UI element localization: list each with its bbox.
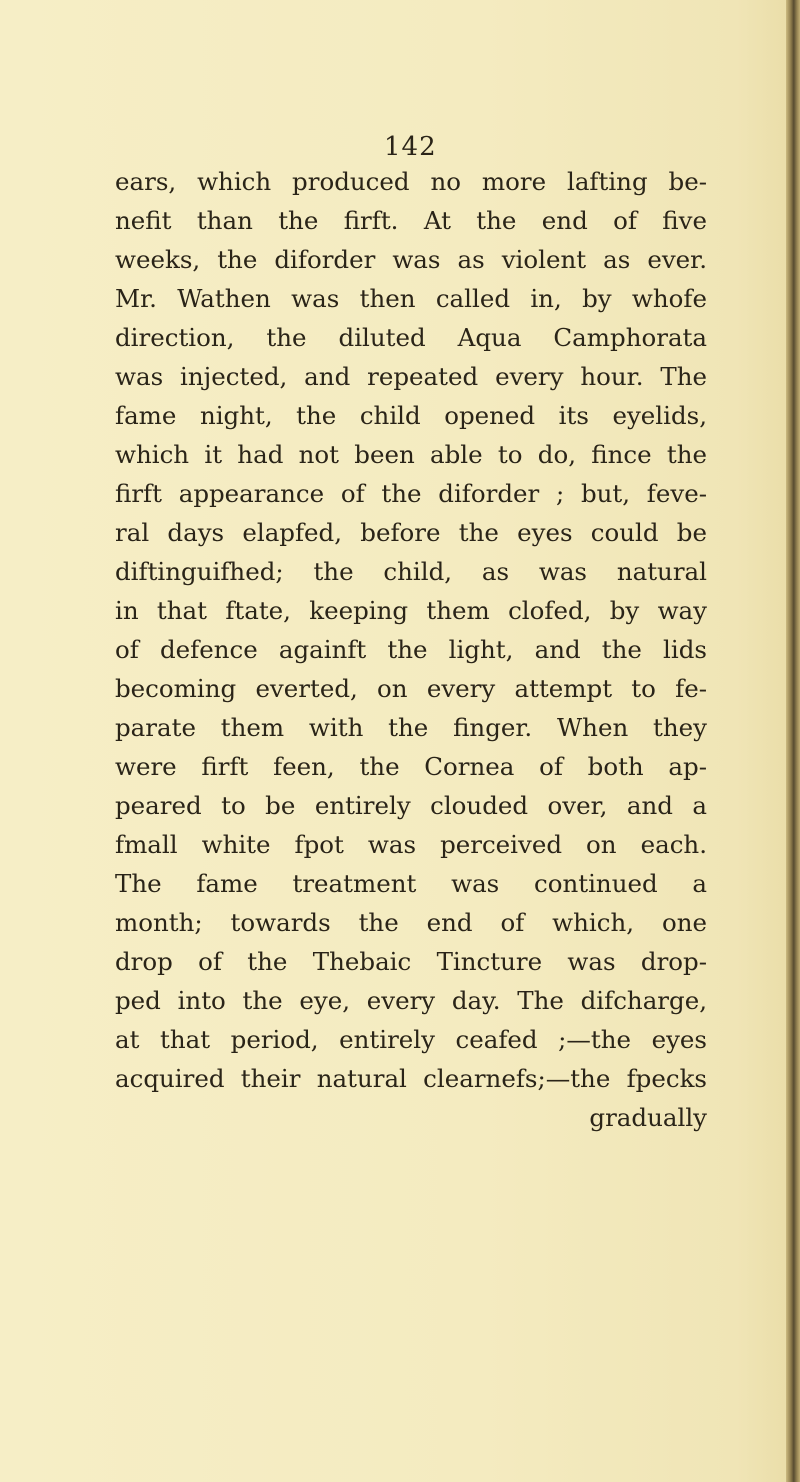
text-line: parate them with the finger. When they <box>115 713 707 742</box>
text-line: at that period, entirely ceafed ;—the eyes <box>115 1025 707 1054</box>
text-line: direction, the diluted Aqua Camphorata <box>115 323 707 352</box>
text-line: becoming everted, on every attempt to fe- <box>115 674 707 703</box>
text-line: ral days elapfed, before the eyes could be <box>115 518 707 547</box>
text-line: were firft feen, the Cornea of both ap- <box>115 752 707 781</box>
text-line: fmall white fpot was perceived on each. <box>115 830 707 859</box>
body-text <box>115 162 707 1137</box>
text-line: drop of the Thebaic Tincture was drop- <box>115 947 707 976</box>
text-line: acquired their natural clearnefs;—the fpecks <box>115 1064 707 1093</box>
text-line: firft appearance of the diforder ; but, feve- <box>115 479 707 508</box>
text-line: nefit than the firft. At the end of five <box>115 206 707 235</box>
text-line: weeks, the diforder was as violent as ever. <box>115 245 707 274</box>
text-line: ears, which produced no more lafting be- <box>115 167 707 196</box>
text-line: was injected, and repeated every hour. The <box>115 362 707 391</box>
page-number: 142 <box>384 132 437 162</box>
text-line: which it had not been able to do, fince the <box>115 440 707 469</box>
text-line: peared to be entirely clouded over, and a <box>115 791 707 820</box>
text-line: The fame treatment was continued a <box>115 869 707 898</box>
text-line: fame night, the child opened its eyelids, <box>115 401 707 430</box>
page-edge <box>786 0 800 1482</box>
catchword: gradually <box>589 1103 707 1132</box>
text-line: month; towards the end of which, one <box>115 908 707 937</box>
text-line: ped into the eye, every day. The difcharge, <box>115 986 707 1015</box>
text-line: in that ftate, keeping them clofed, by way <box>115 596 707 625</box>
text-line: Mr. Wathen was then called in, by whofe <box>115 284 707 313</box>
text-line: of defence againft the light, and the lids <box>115 635 707 664</box>
text-line: diftinguifhed; the child, as was natural <box>115 557 707 586</box>
